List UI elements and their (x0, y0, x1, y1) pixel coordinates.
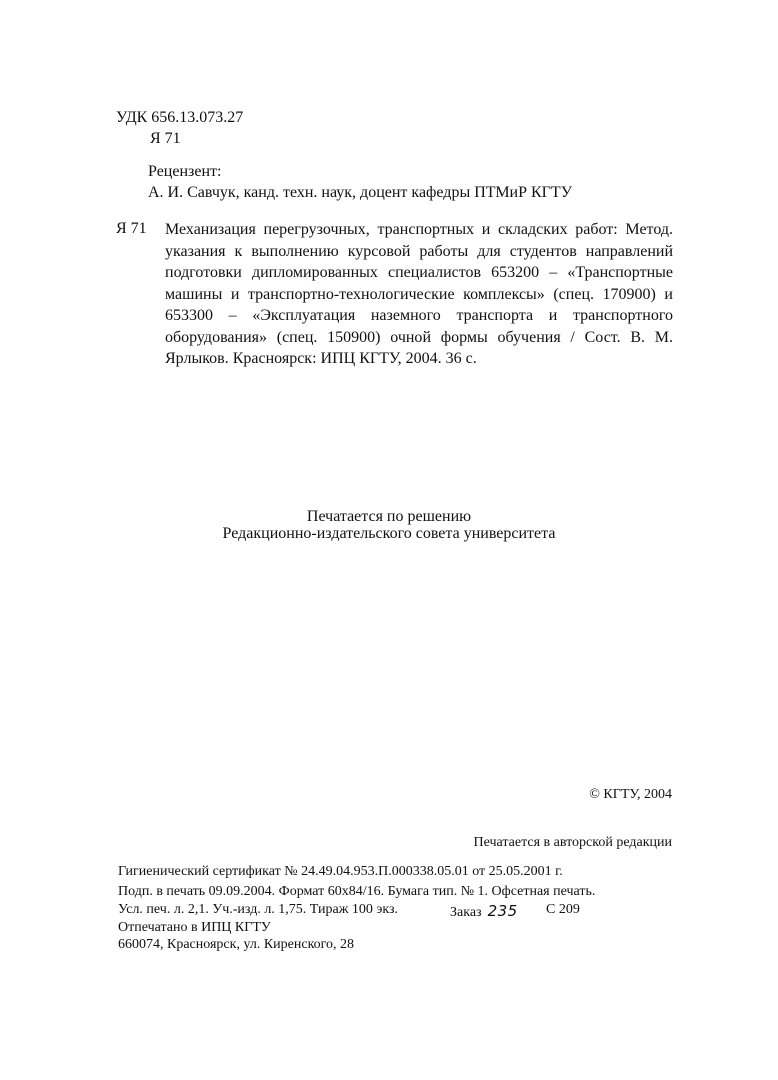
order-number-handwritten: 235 (487, 902, 518, 920)
entry-code: Я 71 (116, 220, 147, 237)
copyright-notice: © КГТУ, 2004 (589, 787, 672, 802)
printer-address: 660074, Красноярск, ул. Киренского, 28 (118, 937, 355, 952)
library-code: Я 71 (150, 130, 181, 147)
order-info (450, 902, 518, 921)
reviewer-label: Рецензент: (148, 163, 222, 180)
author-edition-note: Печатается в авторской редакции (473, 835, 672, 850)
printed-at: Отпечатано в ИПЦ КГТУ (118, 920, 271, 935)
reviewer-name: А. И. Савчук, канд. техн. наук, доцент кафедры ПТМиР КГТУ (148, 184, 573, 201)
bibliographic-description: Механизация перегрузочных, транспортных и складских работ: Метод. указания к выполнению курсовой работы для студентов направлений подготовки дипломированных специалистов 653200 – «Транспортные машины и транспортно-технологические комплексы» (спец. 170900) и 653300 – «Эксплуатация наземного транспорта и транспортного оборудования» (спец. 150900) очной формы обучения / Сост. В. М. Ярлыков. Красноярск: ИПЦ КГТУ, 2004. 36 с. (165, 221, 673, 367)
order-label: Заказ (450, 905, 482, 920)
print-signoff: Подп. в печать 09.09.2004. Формат 60x84/16. Бумага тип. № 1. Офсетная печать. (118, 884, 596, 899)
hygiene-certificate: Гигиенический сертификат № 24.49.04.953.П.000338.05.01 от 25.05.2001 г. (118, 864, 563, 879)
decision-line-2: Редакционно-издательского совета университета (222, 525, 556, 542)
print-volume: Усл. печ. л. 2,1. Уч.-изд. л. 1,75. Тираж 100 экз. (118, 902, 399, 917)
udk-code: УДК 656.13.073.27 (116, 109, 244, 126)
c-number: С 209 (546, 902, 580, 917)
decision-line-1: Печатается по решению (306, 508, 472, 525)
